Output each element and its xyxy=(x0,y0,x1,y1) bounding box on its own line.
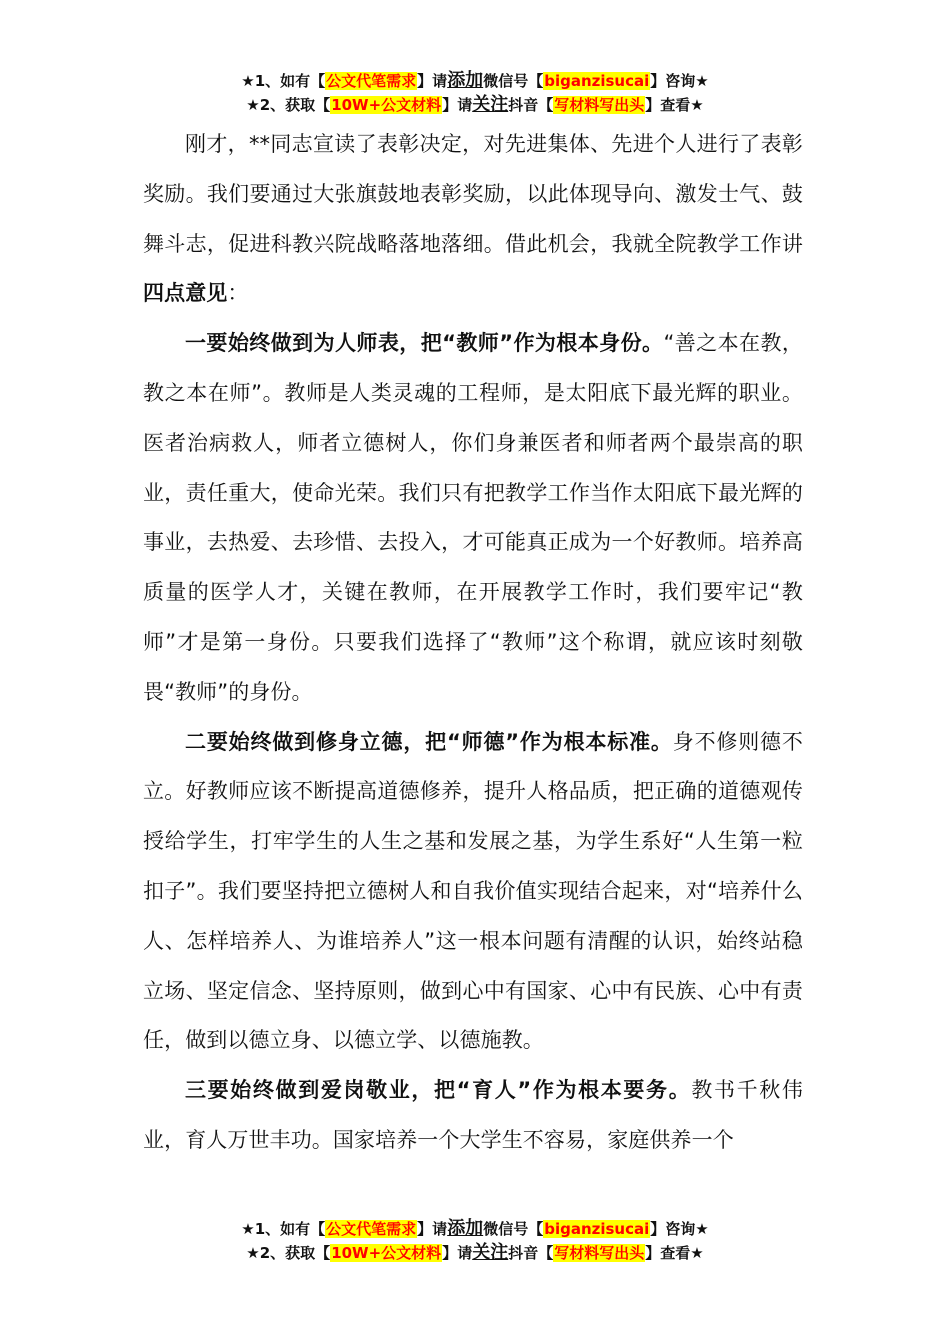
paragraph-heading: 一要始终做到为人师表，把“教师”作为根本身份。 xyxy=(185,331,664,356)
highlight-materials: 10W+公文材料 xyxy=(331,96,442,114)
banner-text: ★1、如有【 xyxy=(241,1220,326,1238)
highlight-douyin: 写材料写出头 xyxy=(554,1244,645,1262)
banner-text: 】查看★ xyxy=(645,1244,704,1262)
banner-text: 】咨询★ xyxy=(650,72,709,90)
banner-line-1 xyxy=(0,1217,950,1241)
highlight-douyin: 写材料写出头 xyxy=(554,96,645,114)
banner-text: 】请 xyxy=(417,72,448,90)
document-body xyxy=(143,120,803,1166)
banner-text: 微信号【 xyxy=(483,1220,544,1238)
paragraph-point-1 xyxy=(143,319,803,717)
banner-text: 】请 xyxy=(417,1220,448,1238)
banner-text: 】请 xyxy=(442,1244,473,1262)
banner-text: 】查看★ xyxy=(645,96,704,114)
header-banner xyxy=(0,69,950,117)
paragraph-intro xyxy=(143,120,803,319)
banner-line-1 xyxy=(0,69,950,93)
highlight-materials: 10W+公文材料 xyxy=(331,1244,442,1262)
banner-text: 抖音【 xyxy=(508,1244,554,1262)
highlight-service: 公文代笔需求 xyxy=(326,1220,417,1238)
banner-emphasis: 添加 xyxy=(447,70,484,91)
banner-text: 】请 xyxy=(442,96,473,114)
banner-text: ★2、获取【 xyxy=(246,1244,331,1262)
banner-text: 微信号【 xyxy=(483,72,544,90)
banner-text: ★1、如有【 xyxy=(241,72,326,90)
paragraph-text: ： xyxy=(227,281,249,306)
banner-line-2 xyxy=(0,93,950,117)
paragraph-heading: 二要始终做到修身立德，把“师德”作为根本标准。 xyxy=(185,729,673,754)
highlight-service: 公文代笔需求 xyxy=(326,72,417,90)
paragraph-text: 教书千秋伟业，育人万世丰功。国家培养一个大学生不容易，家庭供养一个 xyxy=(143,1078,804,1152)
paragraph-bold-phrase: 四点意见 xyxy=(143,281,228,306)
banner-text: ★2、获取【 xyxy=(246,96,331,114)
highlight-wechat-id: biganzisucai xyxy=(544,72,650,90)
banner-emphasis: 关注 xyxy=(472,1242,509,1263)
paragraph-heading: 三要始终做到爱岗敬业，把“育人”作为根本要务。 xyxy=(185,1078,692,1103)
banner-line-2 xyxy=(0,1241,950,1265)
paragraph-text: 刚才，**同志宣读了表彰决定，对先进集体、先进个人进行了表彰奖励。我们要通过大张旗鼓地表彰奖励，以此体现导向、激发士气、鼓舞斗志，促进科教兴院战略落地落细。借此机会，我就全院教学工作讲 xyxy=(143,132,803,256)
paragraph-text: 身不修则德不立。好教师应该不断提高道德修养，提升人格品质，把正确的道德观传授给学生，打牢学生的人生之基和发展之基，为学生系好“人生第一粒扣子”。我们要坚持把立德树人和自我价值实现结合起来，对“培养什么人、怎样培养人、为谁培养人”这一根本问题有清醒的认识，始终站稳立场、坚定信念、坚持原则，做到心中有国家、心中有民族、心中有责任，做到以德立身、以德立学、以德施教。 xyxy=(143,729,803,1053)
banner-emphasis: 添加 xyxy=(447,1218,484,1239)
footer-banner xyxy=(0,1217,950,1265)
paragraph-point-2 xyxy=(143,718,803,1067)
banner-text: 抖音【 xyxy=(508,96,554,114)
paragraph-text: “善之本在教，教之本在师”。教师是人类灵魂的工程师，是太阳底下最光辉的职业。医者治病救人，师者立德树人，你们身兼医者和师者两个最崇高的职业，责任重大，使命光荣。我们只有把教学工作当作太阳底下最光辉的事业，去热爱、去珍惜、去投入，才可能真正成为一个好教师。培养高质量的医学人才，关键在教师，在开展教学工作时，我们要牢记“教师”才是第一身份。只要我们选择了“教师”这个称谓，就应该时刻敬畏“教师”的身份。 xyxy=(143,331,803,704)
banner-emphasis: 关注 xyxy=(472,94,509,115)
highlight-wechat-id: biganzisucai xyxy=(544,1220,650,1238)
paragraph-point-3 xyxy=(143,1066,803,1166)
banner-text: 】咨询★ xyxy=(650,1220,709,1238)
